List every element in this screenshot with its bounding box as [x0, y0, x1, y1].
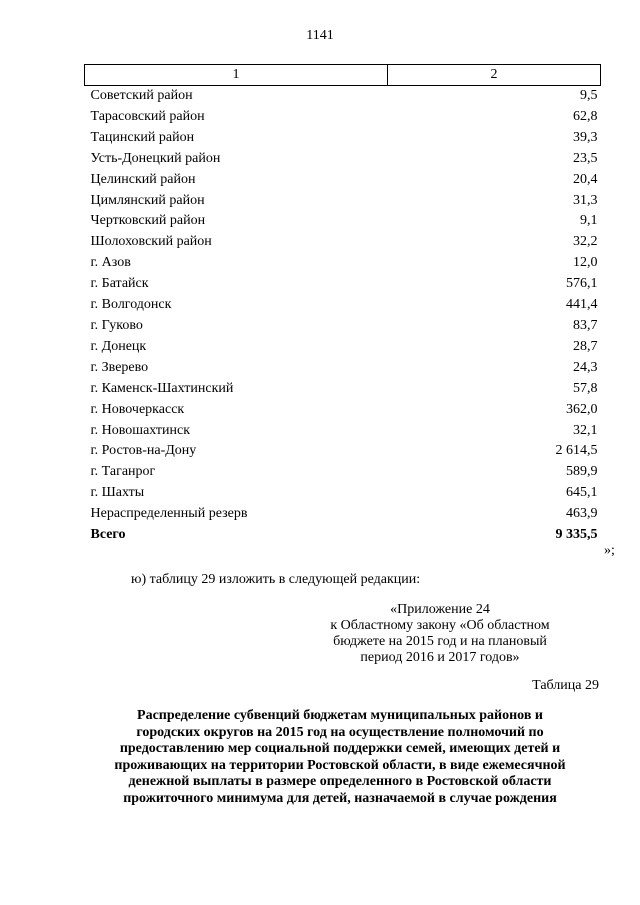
table-label: Таблица 29	[532, 678, 599, 693]
municipality-name: г. Зверево	[90, 359, 149, 375]
table-total-row	[85, 525, 601, 546]
municipality-name: Чертковский район	[90, 213, 206, 229]
table-heading	[80, 708, 600, 807]
municipality-name: Цимлянский район	[90, 192, 205, 208]
total-label: Всего	[90, 527, 126, 543]
table-row	[85, 149, 601, 170]
appendix-line: «Приложение 24	[390, 602, 490, 617]
heading-line: прожиточного минимума для детей, назначаемой в случае рождения	[123, 790, 557, 806]
table-row	[85, 400, 601, 421]
municipality-name: г. Гуково	[90, 317, 143, 333]
municipality-name: г. Донецк	[90, 338, 147, 354]
municipality-name: г. Таганрог	[90, 464, 156, 480]
column-header-1: 1	[85, 65, 388, 86]
table-row	[85, 211, 601, 232]
subvention-amount: 9,5	[580, 88, 598, 103]
subvention-amount: 28,7	[573, 338, 598, 354]
subvention-amount: 31,3	[573, 192, 598, 208]
subvention-amount: 2 614,5	[555, 443, 598, 459]
closing-quote: »;	[604, 543, 615, 558]
table-row	[85, 316, 601, 337]
appendix-reference	[300, 602, 580, 666]
municipality-name: г. Азов	[90, 255, 131, 271]
municipality-name: Тацинский район	[90, 129, 195, 145]
table-row	[85, 86, 601, 107]
heading-line: городских округов на 2015 год на осуществление полномочий по	[136, 724, 544, 740]
municipality-name: г. Шахты	[90, 485, 145, 501]
table-row	[85, 462, 601, 483]
table-row	[85, 128, 601, 149]
municipality-name: г. Новошахтинск	[90, 422, 191, 438]
subvention-amount: 23,5	[573, 150, 598, 166]
subvention-amount: 441,4	[566, 297, 598, 313]
municipality-name: Целинский район	[90, 171, 196, 187]
municipality-name: г. Каменск-Шахтинский	[90, 380, 234, 396]
subvention-amount: 12,0	[573, 255, 598, 271]
table-row	[85, 504, 601, 525]
table-row	[85, 358, 601, 379]
municipality-name: Шолоховский район	[90, 234, 212, 250]
table-row	[85, 483, 601, 504]
municipality-name: Нераспределенный резерв	[90, 506, 248, 522]
heading-line: денежной выплаты в размере определенного в Ростовской области	[128, 774, 552, 789]
subvention-amount: 9,1	[580, 213, 598, 229]
table-row	[85, 379, 601, 400]
municipality-name: г. Новочеркасск	[90, 401, 185, 417]
appendix-line: период 2016 и 2017 годов»	[360, 650, 520, 665]
table-row	[85, 295, 601, 316]
page-number: 1141	[306, 28, 334, 43]
table-row	[85, 107, 601, 128]
municipality-name: г. Ростов-на-Дону	[90, 443, 197, 459]
appendix-line: к Областному закону «Об областном	[330, 618, 550, 633]
table-row	[85, 274, 601, 295]
appendix-line: бюджете на 2015 год и на плановый	[333, 634, 547, 649]
subvention-amount: 20,4	[573, 171, 598, 187]
table-header-row	[85, 65, 601, 86]
subvention-amount: 463,9	[566, 506, 598, 522]
subvention-amount: 362,0	[566, 401, 598, 417]
heading-line: Распределение субвенций бюджетам муниципальных районов и	[137, 708, 543, 723]
distribution-table-container	[84, 64, 601, 546]
table-row	[85, 441, 601, 462]
subvention-amount: 62,8	[573, 108, 598, 124]
distribution-table	[84, 64, 601, 546]
municipality-name: г. Батайск	[90, 276, 149, 292]
table-row	[85, 191, 601, 212]
table-row	[85, 421, 601, 442]
subvention-amount: 645,1	[566, 485, 598, 501]
subvention-amount: 589,9	[566, 464, 598, 480]
subvention-amount: 83,7	[573, 317, 598, 333]
subvention-amount: 39,3	[573, 129, 598, 145]
municipality-name: г. Волгодонск	[90, 297, 172, 313]
table-row	[85, 170, 601, 191]
table-body	[85, 86, 601, 546]
total-amount: 9 335,5	[555, 527, 598, 543]
table-row	[85, 337, 601, 358]
municipality-name: Советский район	[90, 88, 193, 103]
heading-line: предоставлению мер социальной поддержки семей, имеющих детей и	[119, 741, 561, 756]
subvention-amount: 24,3	[573, 359, 598, 375]
column-header-2: 2	[388, 65, 601, 86]
table-row	[85, 232, 601, 253]
heading-line: проживающих на территории Ростовской области, в виде ежемесячной	[114, 757, 566, 773]
subvention-amount: 32,2	[573, 234, 598, 250]
subvention-amount: 576,1	[566, 276, 598, 292]
municipality-name: Усть-Донецкий район	[90, 150, 221, 166]
municipality-name: Тарасовский район	[90, 108, 205, 124]
table-row	[85, 253, 601, 274]
amendment-instruction: ю) таблицу 29 изложить в следующей редакции:	[131, 572, 421, 587]
subvention-amount: 57,8	[573, 380, 598, 396]
subvention-amount: 32,1	[573, 422, 598, 438]
